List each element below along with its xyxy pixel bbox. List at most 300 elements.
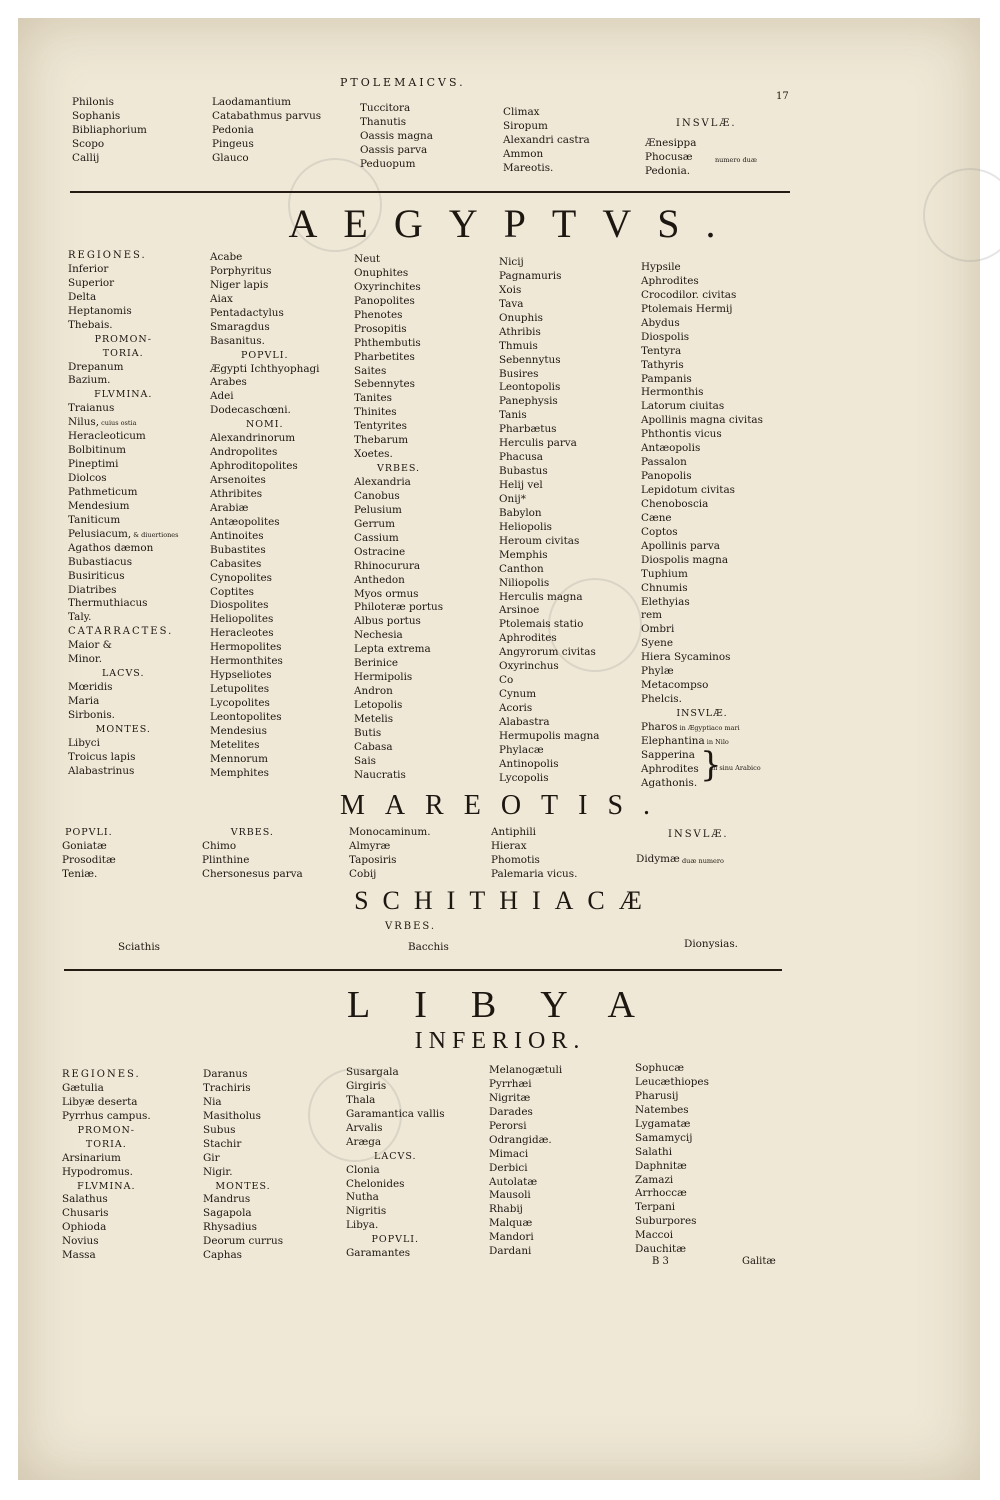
entry	[354, 448, 443, 462]
entry	[499, 758, 600, 772]
entry	[499, 479, 600, 493]
entry	[202, 840, 303, 854]
entry	[62, 840, 116, 854]
entry-text: Neut	[354, 253, 381, 265]
entry-text: Onij*	[499, 492, 526, 505]
entry-text: Chnumis	[641, 581, 688, 594]
entry-text: REGIONES.	[68, 250, 147, 261]
entry	[68, 597, 179, 611]
entry	[68, 709, 179, 723]
entry	[641, 554, 763, 568]
entry	[641, 345, 763, 359]
entry	[635, 1118, 709, 1132]
aegyptus-column-3	[354, 253, 443, 783]
entry-text: Garamantica vallis	[346, 1107, 445, 1120]
entry-text: Arabes	[210, 376, 247, 389]
entry-text: Nigritis	[346, 1205, 387, 1218]
entry-text: Xoetes.	[354, 448, 393, 461]
entry	[62, 1235, 151, 1249]
entry-text: Bibliaphorium	[72, 123, 147, 136]
entry-text: Sophanis	[72, 109, 121, 122]
entry	[62, 1249, 151, 1263]
entry-text: Mandori	[489, 1231, 534, 1244]
entry	[354, 476, 443, 490]
entry	[641, 596, 763, 610]
entry	[354, 420, 443, 434]
entry-text: Panopolis	[641, 470, 692, 483]
entry-text: Gir	[203, 1151, 220, 1164]
entry-text: Monocaminum.	[349, 826, 431, 838]
entry-text: Aiax	[210, 292, 233, 305]
entry	[354, 657, 443, 671]
entry-text: Oassis parva	[360, 143, 428, 156]
entry	[72, 124, 147, 138]
entry-text: Arsinarium	[62, 1151, 121, 1164]
entry	[645, 137, 696, 151]
running-head: PTOLEMAICVS.	[340, 76, 466, 89]
entry	[635, 1146, 709, 1160]
entry	[72, 96, 147, 110]
entry-text: Apollinis parva	[641, 539, 720, 552]
entry-text: Pelusium	[354, 503, 402, 516]
entry	[489, 1203, 562, 1217]
entry	[68, 458, 179, 472]
entry	[354, 769, 443, 783]
entry	[499, 646, 600, 660]
entry-text: Salathi	[635, 1145, 673, 1158]
entry-text: Callij	[72, 151, 100, 164]
entry	[203, 1152, 283, 1166]
entry-text: Tathyris	[641, 358, 684, 371]
entry-text: Sebennytus	[499, 353, 561, 366]
entry-text: Prosoditæ	[62, 853, 116, 866]
entry-text: Gerrum	[354, 517, 395, 530]
entry	[503, 106, 590, 120]
entry	[68, 444, 179, 458]
entry	[645, 151, 696, 165]
entry	[491, 840, 577, 854]
entry-text: Chenoboscia	[641, 497, 709, 510]
entry-text: Leucæthiopes	[635, 1075, 709, 1088]
entry	[635, 1243, 709, 1257]
entry-text: Delta	[68, 290, 97, 303]
entry-text: Libyci	[68, 736, 100, 749]
entry-text: Butis	[354, 726, 382, 739]
top-column-2	[212, 96, 321, 166]
schithiacae-city-1: Sciathis	[118, 941, 160, 953]
entry-text: Sagapola	[203, 1207, 252, 1220]
entry	[499, 493, 600, 507]
entry-text: Metacompso	[641, 679, 709, 692]
entry	[68, 695, 179, 709]
entry-text: Alabastrinus	[68, 764, 135, 777]
entry	[346, 1191, 445, 1205]
entry	[360, 144, 433, 158]
entry-text: Myos ormus	[354, 587, 419, 600]
entry	[210, 558, 320, 572]
entry-text: Acabe	[210, 251, 243, 263]
entry-text: Co	[499, 674, 514, 687]
entry	[354, 323, 443, 337]
entry-text: Scopo	[72, 137, 105, 150]
entry	[346, 1080, 445, 1094]
entry	[72, 152, 147, 166]
entry-text: Phocusæ	[645, 150, 693, 163]
entry	[641, 359, 763, 373]
entry	[210, 641, 320, 655]
entry-text: Metelites	[210, 738, 260, 751]
entry	[499, 354, 600, 368]
entry	[203, 1249, 283, 1263]
entry-text: Hiera Sycaminos	[641, 651, 731, 664]
entry-text: Trachiris	[203, 1081, 251, 1094]
entry	[499, 368, 600, 382]
entry-text: FLVMINA.	[94, 389, 153, 401]
mareotis-insulae-entry: Didymæ	[636, 853, 680, 865]
entry	[360, 102, 433, 116]
entry	[210, 460, 320, 474]
entry-text: Pathmeticum	[68, 485, 138, 498]
entry	[635, 1201, 709, 1215]
entry-text: Pharusij	[635, 1089, 679, 1102]
entry-note: cuius ostia	[99, 419, 137, 428]
entry-text: Letupolites	[210, 683, 270, 696]
entry-text: Heracleotes	[210, 627, 274, 640]
entry	[210, 516, 320, 530]
entry-text: Albus portus	[354, 615, 421, 628]
entry	[635, 1187, 709, 1201]
entry-text: Pyrrhus campus.	[62, 1109, 151, 1122]
entry-text: Perorsi	[489, 1119, 527, 1132]
entry-text: Laodamantium	[212, 96, 291, 108]
entry	[489, 1162, 562, 1176]
entry	[210, 711, 320, 725]
entry	[489, 1176, 562, 1190]
entry	[62, 1082, 151, 1096]
entry-text: Tentyra	[641, 344, 682, 357]
entry-text: Andron	[354, 685, 393, 698]
entry	[354, 713, 443, 727]
entry-text: Chimo	[202, 839, 237, 852]
entry-text: rem	[641, 609, 662, 622]
entry-text: Alexandrinorum	[210, 432, 296, 445]
entry	[210, 544, 320, 558]
entry	[641, 303, 763, 317]
entry	[635, 1160, 709, 1174]
entry-text: Herculis parva	[499, 437, 577, 450]
entry-text: Taniticum	[68, 513, 121, 526]
entry-text: MONTES.	[95, 723, 151, 735]
entry	[499, 423, 600, 437]
entry	[68, 737, 179, 751]
entry-text: Pelusiacum,	[68, 527, 132, 540]
entry	[503, 134, 590, 148]
entry-text: Onuphis	[499, 311, 543, 324]
entry	[354, 727, 443, 741]
entry-text: Minor.	[68, 653, 103, 666]
entry	[499, 312, 600, 326]
entry-text: Cabasites	[210, 557, 262, 570]
entry	[210, 321, 320, 335]
entry	[346, 1219, 445, 1233]
entry-text: Heracleoticum	[68, 430, 146, 443]
entry-text: Libyæ deserta	[62, 1095, 138, 1108]
entry-text: Oassis magna	[360, 129, 433, 142]
entry-text: Ænesippa	[645, 137, 697, 149]
entry-text: Siropum	[503, 119, 548, 132]
entry-text: Ostracine	[354, 545, 406, 558]
entry	[210, 251, 320, 265]
entry-text: REGIONES.	[62, 1069, 141, 1080]
entry	[641, 540, 763, 554]
entry-text: VRBES.	[230, 827, 274, 838]
entry-text: Nutha	[346, 1191, 379, 1204]
entry-text: Bubastiacus	[68, 555, 133, 568]
entry-text: Pedonia	[212, 123, 254, 136]
catchword: Galitæ	[742, 1256, 776, 1267]
entry-text: Tanis	[499, 409, 527, 422]
entry-text: Mareotis.	[503, 161, 554, 174]
entry-text: Antinopolis	[499, 757, 559, 770]
entry	[210, 446, 320, 460]
entry-note: in Ægyptiaco mari	[677, 723, 740, 732]
entry	[62, 1221, 151, 1235]
entry-text: Superior	[68, 276, 115, 289]
entry-text: Natembes	[635, 1103, 689, 1116]
entry-text: Tuccitora	[360, 102, 411, 114]
entry-text: Lygamatæ	[635, 1117, 691, 1130]
mareotis-column-2	[202, 826, 303, 882]
entry	[354, 295, 443, 309]
entry	[489, 1078, 562, 1092]
entry	[641, 637, 763, 651]
entry	[354, 504, 443, 518]
entry-text: Pharbetites	[354, 350, 415, 363]
entry-text: Canobus	[354, 489, 400, 502]
column-heading	[354, 462, 443, 476]
entry-text: Plinthine	[202, 853, 250, 866]
entry-text: Phthontis vicus	[641, 428, 722, 441]
entry	[212, 152, 321, 166]
entry	[641, 275, 763, 289]
entry-text: Diospolis magna	[641, 553, 729, 566]
entry-text: Hermipolis	[354, 671, 413, 684]
entry-text: Leontopolis	[499, 381, 561, 394]
entry-text: Thala	[346, 1093, 376, 1106]
entry	[210, 655, 320, 669]
column-heading	[202, 826, 303, 840]
entry-text: Coptos	[641, 525, 678, 538]
mareotis-insulae-note: duæ numero	[682, 857, 724, 865]
entry	[62, 868, 116, 882]
entry-text: Basanitus.	[210, 334, 265, 347]
entry	[62, 1096, 151, 1110]
entry-text: Rhysadius	[203, 1221, 257, 1234]
brace-bracket: }	[700, 745, 722, 785]
entry-text: Phacusa	[499, 451, 543, 464]
column-heading	[68, 347, 179, 361]
entry-text: Oxyrinchus	[499, 660, 559, 673]
entry-text: Dodecaschœni.	[210, 404, 291, 417]
entry	[641, 679, 763, 693]
entry	[68, 291, 179, 305]
entry	[641, 414, 763, 428]
entry	[210, 265, 320, 279]
mareotis-column-1	[62, 826, 116, 882]
entry	[503, 162, 590, 176]
entry	[499, 395, 600, 409]
entry-text: Cobij	[349, 867, 377, 880]
entry-text: Bubastites	[210, 543, 266, 556]
entry	[68, 500, 179, 514]
entry	[346, 1108, 445, 1122]
entry-text: Climax	[503, 106, 540, 118]
column-heading	[68, 249, 179, 263]
column-heading	[62, 826, 116, 840]
entry-text: Melanogætuli	[489, 1064, 563, 1076]
entry	[641, 484, 763, 498]
entry	[499, 702, 600, 716]
entry	[641, 609, 763, 623]
entry	[354, 741, 443, 755]
entry	[641, 386, 763, 400]
entry	[499, 437, 600, 451]
entry-text: Thinites	[354, 406, 397, 419]
entry	[635, 1104, 709, 1118]
brace-note: in sinu Arabico	[711, 764, 761, 772]
entry-text: Ophioda	[62, 1221, 107, 1234]
entry	[212, 110, 321, 124]
entry	[68, 402, 179, 416]
entry	[499, 632, 600, 646]
entry	[354, 434, 443, 448]
entry-text: Athribites	[210, 487, 263, 500]
entry	[499, 563, 600, 577]
column-heading	[68, 333, 179, 347]
entry-text: Herculis magna	[499, 590, 583, 603]
entry-text: Pingeus	[212, 137, 254, 150]
entry	[499, 591, 600, 605]
entry-text: LACVS.	[374, 1150, 417, 1162]
entry-text: Mendesium	[68, 499, 130, 512]
entry	[499, 549, 600, 563]
entry-text: Arabiæ	[210, 501, 249, 514]
entry	[489, 1245, 562, 1259]
entry-text: Cynopolites	[210, 571, 272, 584]
entry	[349, 826, 431, 840]
entry	[499, 716, 600, 730]
entry-text: Pharbætus	[499, 423, 557, 436]
entry-text: Hermopolites	[210, 641, 282, 654]
entry-text: Busires	[499, 367, 539, 380]
entry-text: Troicus lapis	[68, 750, 136, 763]
mareotis-column-4	[491, 826, 577, 882]
entry	[354, 615, 443, 629]
entry	[210, 613, 320, 627]
entry	[499, 284, 600, 298]
entry	[68, 430, 179, 444]
entry-text: Dardani	[489, 1245, 532, 1258]
divider-rule	[70, 191, 790, 193]
entry	[203, 1207, 283, 1221]
signature-mark: B 3	[652, 1256, 669, 1267]
entry-text: Masitholus	[203, 1109, 261, 1122]
entry-text: Aphrodites	[641, 762, 699, 775]
entry	[491, 826, 577, 840]
entry	[641, 428, 763, 442]
entry	[349, 840, 431, 854]
entry-text: Tanites	[354, 392, 392, 405]
entry-text: Crocodilor. civitas	[641, 288, 737, 301]
column-heading	[346, 1233, 445, 1247]
entry	[210, 293, 320, 307]
entry-text: Porphyritus	[210, 264, 272, 277]
entry	[641, 331, 763, 345]
entry-text: Alabastra	[499, 715, 550, 728]
entry-text: Lepidotum civitas	[641, 484, 735, 496]
entry-text: Antinoites	[210, 529, 264, 542]
entry	[212, 96, 321, 110]
entry	[210, 279, 320, 293]
entry	[68, 319, 179, 333]
entry-text: Angyrorum civitas	[499, 646, 596, 659]
entry	[499, 577, 600, 591]
entry	[499, 521, 600, 535]
entry	[635, 1090, 709, 1104]
entry-text: Mimaci	[489, 1147, 529, 1160]
entry	[499, 326, 600, 340]
entry	[489, 1231, 562, 1245]
entry	[489, 1092, 562, 1106]
entry	[354, 351, 443, 365]
entry-text: Babylon	[499, 506, 542, 519]
entry-text: Chersonesus parva	[202, 867, 303, 880]
top-column-1	[72, 96, 147, 166]
entry-text: Sirbonis.	[68, 708, 115, 721]
entry-text: Lepta extrema	[354, 643, 431, 656]
entry-text: Athribis	[499, 325, 541, 338]
libya-column-5	[635, 1062, 709, 1257]
column-heading	[68, 723, 179, 737]
entry-text: Ptolemais Hermij	[641, 302, 733, 315]
entry-text: Teniæ.	[62, 867, 98, 880]
entry-text: Passalon	[641, 456, 687, 469]
entry-text: Dauchitæ	[635, 1243, 686, 1256]
entry-text: Pharos	[641, 720, 678, 733]
entry	[499, 688, 600, 702]
entry-text: Tentyrites	[354, 420, 407, 433]
entry-text: Leontopolites	[210, 710, 282, 723]
entry-text: Cæne	[641, 511, 672, 524]
entry-text: Gætulia	[62, 1081, 104, 1094]
entry-text: POPVLI.	[371, 1234, 420, 1246]
entry-text: Hierax	[491, 839, 527, 852]
entry-text: Traianus	[68, 402, 115, 415]
entry-text: Onuphites	[354, 266, 409, 279]
entry	[62, 1193, 151, 1207]
entry-text: Tuphium	[641, 567, 688, 580]
entry	[210, 572, 320, 586]
entry	[203, 1124, 283, 1138]
libya-column-4	[489, 1064, 562, 1259]
entry	[503, 120, 590, 134]
entry-text: Malquæ	[489, 1217, 533, 1230]
entry-text: PROMON-	[94, 333, 152, 345]
entry	[210, 335, 320, 349]
entry	[635, 1174, 709, 1188]
column-heading	[210, 349, 320, 363]
entry	[499, 730, 600, 744]
